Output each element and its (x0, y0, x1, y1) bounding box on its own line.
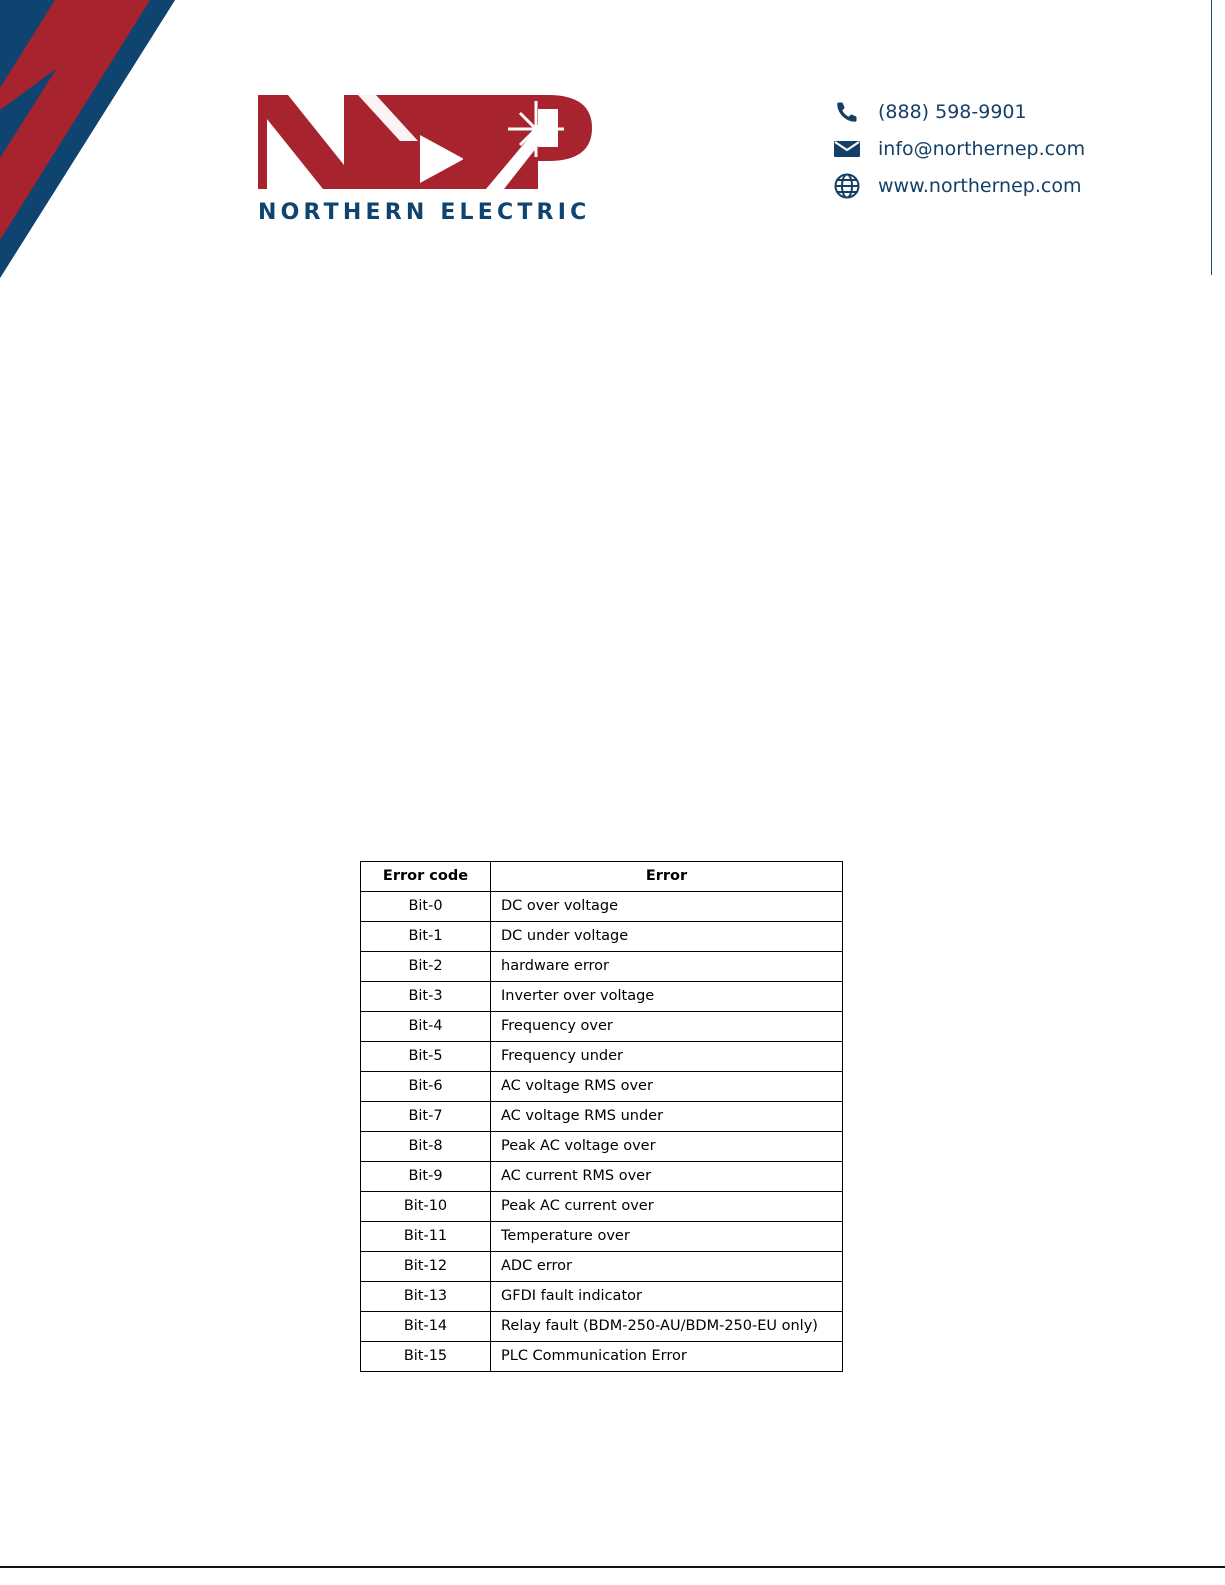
error-description-cell: Inverter over voltage (491, 982, 843, 1012)
error-code-cell: Bit-1 (361, 922, 491, 952)
error-description-cell: GFDI fault indicator (491, 1282, 843, 1312)
error-description-cell: Temperature over (491, 1222, 843, 1252)
error-code-cell: Bit-15 (361, 1342, 491, 1372)
error-description-cell: Frequency over (491, 1012, 843, 1042)
table-row (361, 1192, 843, 1222)
table-row (361, 1252, 843, 1282)
error-table-body (361, 892, 843, 1372)
table-row (361, 1282, 843, 1312)
table-row (361, 952, 843, 982)
error-description-cell: ADC error (491, 1252, 843, 1282)
header-error: Error (491, 862, 843, 892)
error-code-cell: Bit-13 (361, 1282, 491, 1312)
error-description-cell: DC under voltage (491, 922, 843, 952)
table-header-row (361, 862, 843, 892)
table-row (361, 1072, 843, 1102)
table-row (361, 1162, 843, 1192)
header-error-code: Error code (361, 862, 491, 892)
error-description-cell: AC current RMS over (491, 1162, 843, 1192)
table-row (361, 1132, 843, 1162)
brand-name: NORTHERN ELECTRIC (258, 200, 591, 225)
error-code-cell: Bit-14 (361, 1312, 491, 1342)
error-description-cell: Peak AC current over (491, 1192, 843, 1222)
contact-block (833, 93, 1085, 204)
table-row (361, 892, 843, 922)
table-row (361, 1012, 843, 1042)
error-code-cell: Bit-2 (361, 952, 491, 982)
error-code-cell: Bit-6 (361, 1072, 491, 1102)
error-description-cell: hardware error (491, 952, 843, 982)
error-code-cell: Bit-12 (361, 1252, 491, 1282)
contact-web (833, 167, 1085, 204)
mail-icon (833, 135, 861, 163)
error-description-cell: PLC Communication Error (491, 1342, 843, 1372)
table-row (361, 1042, 843, 1072)
contact-email (833, 130, 1085, 167)
table-row (361, 922, 843, 952)
table-row (361, 1312, 843, 1342)
error-code-cell: Bit-11 (361, 1222, 491, 1252)
error-description-cell: Relay fault (BDM-250-AU/BDM-250-EU only) (491, 1312, 843, 1342)
table-row (361, 1222, 843, 1252)
right-edge-rule (1211, 0, 1212, 275)
error-description-cell: Frequency under (491, 1042, 843, 1072)
error-code-cell: Bit-9 (361, 1162, 491, 1192)
error-code-cell: Bit-4 (361, 1012, 491, 1042)
error-description-cell: AC voltage RMS over (491, 1072, 843, 1102)
error-description-cell: AC voltage RMS under (491, 1102, 843, 1132)
error-code-cell: Bit-3 (361, 982, 491, 1012)
error-code-cell: Bit-0 (361, 892, 491, 922)
table-row (361, 982, 843, 1012)
contact-phone (833, 93, 1085, 130)
globe-icon (833, 172, 861, 200)
bottom-rule (0, 1566, 1225, 1568)
error-description-cell: DC over voltage (491, 892, 843, 922)
error-code-cell: Bit-10 (361, 1192, 491, 1222)
phone-text[interactable]: (888) 598-9901 (878, 100, 1027, 123)
error-code-cell: Bit-8 (361, 1132, 491, 1162)
corner-stripes (0, 0, 180, 280)
error-description-cell: Peak AC voltage over (491, 1132, 843, 1162)
error-code-cell: Bit-7 (361, 1102, 491, 1132)
error-code-table (360, 861, 843, 1372)
table-row (361, 1102, 843, 1132)
email-text[interactable]: info@northernep.com (878, 137, 1086, 160)
nep-logo (258, 95, 592, 191)
web-text[interactable]: www.northernep.com (878, 174, 1082, 197)
table-row (361, 1342, 843, 1372)
error-code-cell: Bit-5 (361, 1042, 491, 1072)
phone-icon (833, 98, 861, 126)
